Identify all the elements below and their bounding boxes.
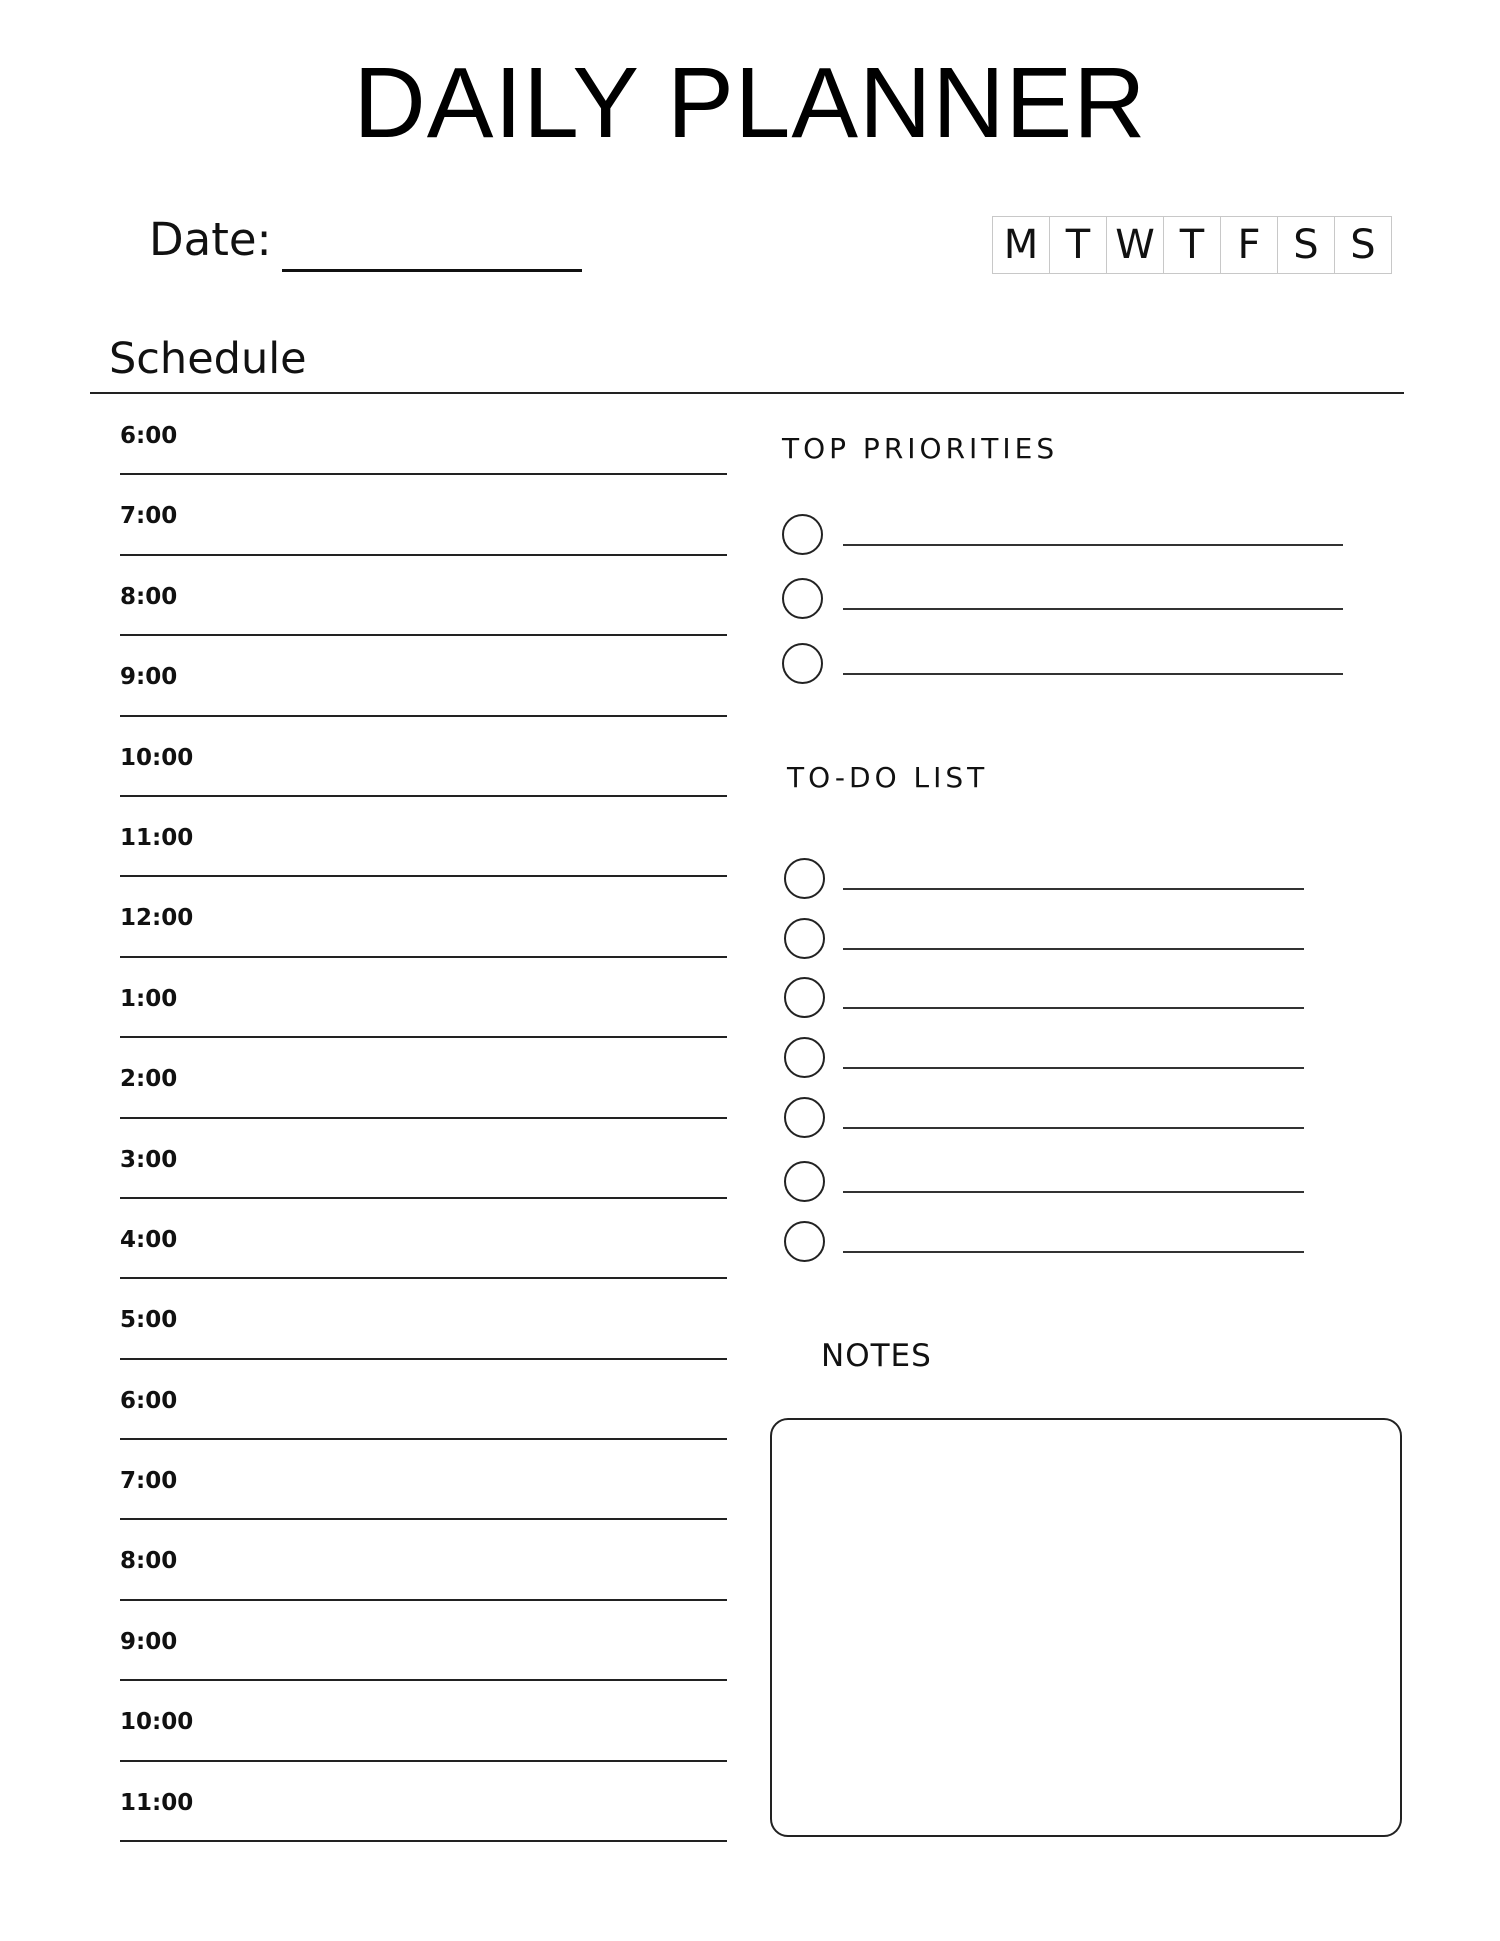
slot-time: 10:00 xyxy=(120,1709,194,1736)
schedule-slot[interactable] xyxy=(120,1119,727,1199)
todo-checkbox[interactable] xyxy=(784,1097,825,1138)
todo-line[interactable] xyxy=(843,1127,1304,1129)
priority-line[interactable] xyxy=(843,544,1343,546)
weekday-selector xyxy=(992,216,1392,274)
todo-line[interactable] xyxy=(843,1251,1304,1253)
todo-list-title: TO-DO LIST xyxy=(787,761,989,794)
weekday-sunday[interactable]: S xyxy=(1334,217,1392,273)
weekday-tuesday[interactable]: T xyxy=(1049,217,1106,273)
todo-checkbox[interactable] xyxy=(784,858,825,899)
schedule-heading: Schedule xyxy=(109,334,307,384)
schedule-slot[interactable] xyxy=(120,1199,727,1279)
schedule-slot[interactable] xyxy=(120,877,727,957)
slot-time: 1:00 xyxy=(120,985,178,1012)
date-label: Date: xyxy=(149,213,272,266)
schedule-slot[interactable] xyxy=(120,797,727,877)
schedule-divider xyxy=(90,392,1404,394)
schedule-slot[interactable] xyxy=(120,1601,727,1681)
priority-checkbox[interactable] xyxy=(782,514,823,555)
slot-time: 7:00 xyxy=(120,1468,178,1495)
slot-time: 8:00 xyxy=(120,583,178,610)
priority-line[interactable] xyxy=(843,673,1343,675)
weekday-monday[interactable]: M xyxy=(992,217,1049,273)
slot-time: 3:00 xyxy=(120,1146,178,1173)
schedule-slot[interactable] xyxy=(120,1520,727,1600)
schedule-slot[interactable] xyxy=(120,1279,727,1359)
todo-line[interactable] xyxy=(843,888,1304,890)
schedule-slot[interactable] xyxy=(120,717,727,797)
slot-time: 8:00 xyxy=(120,1548,178,1575)
priority-line[interactable] xyxy=(843,608,1343,610)
slot-time: 7:00 xyxy=(120,503,178,530)
weekday-wednesday[interactable]: W xyxy=(1106,217,1163,273)
todo-checkbox[interactable] xyxy=(784,918,825,959)
slot-time: 6:00 xyxy=(120,1387,178,1414)
date-field[interactable] xyxy=(282,269,582,272)
slot-time: 5:00 xyxy=(120,1307,178,1334)
weekday-saturday[interactable]: S xyxy=(1277,217,1334,273)
top-priorities-title: TOP PRIORITIES xyxy=(782,432,1059,465)
slot-time: 11:00 xyxy=(120,1789,194,1816)
todo-checkbox[interactable] xyxy=(784,1037,825,1078)
slot-time: 4:00 xyxy=(120,1226,178,1253)
schedule-slot[interactable] xyxy=(120,1681,727,1761)
weekday-thursday[interactable]: T xyxy=(1163,217,1220,273)
priority-checkbox[interactable] xyxy=(782,578,823,619)
schedule-slot[interactable] xyxy=(120,475,727,555)
slot-time: 11:00 xyxy=(120,824,194,851)
schedule-slot[interactable] xyxy=(120,1360,727,1440)
slot-time: 2:00 xyxy=(120,1066,178,1093)
schedule-slot[interactable] xyxy=(120,636,727,716)
todo-line[interactable] xyxy=(843,948,1304,950)
slot-time: 6:00 xyxy=(120,423,178,449)
schedule-slot[interactable] xyxy=(120,1762,727,1842)
todo-line[interactable] xyxy=(843,1067,1304,1069)
slot-time: 9:00 xyxy=(120,664,178,691)
todo-checkbox[interactable] xyxy=(784,1161,825,1202)
slot-time: 9:00 xyxy=(120,1628,178,1655)
notes-title: NOTES xyxy=(821,1338,932,1374)
todo-checkbox[interactable] xyxy=(784,1221,825,1262)
schedule-slot[interactable] xyxy=(120,556,727,636)
schedule-list xyxy=(120,395,727,1842)
schedule-slot[interactable] xyxy=(120,958,727,1038)
schedule-slot[interactable] xyxy=(120,395,727,475)
todo-checkbox[interactable] xyxy=(784,977,825,1018)
slot-time: 12:00 xyxy=(120,905,194,932)
schedule-slot[interactable] xyxy=(120,1440,727,1520)
priority-checkbox[interactable] xyxy=(782,643,823,684)
todo-line[interactable] xyxy=(843,1007,1304,1009)
page-title: DAILY PLANNER xyxy=(353,47,1147,159)
todo-line[interactable] xyxy=(843,1191,1304,1193)
slot-time: 10:00 xyxy=(120,744,194,771)
schedule-slot[interactable] xyxy=(120,1038,727,1118)
weekday-friday[interactable]: F xyxy=(1220,217,1277,273)
notes-box[interactable] xyxy=(770,1418,1402,1837)
